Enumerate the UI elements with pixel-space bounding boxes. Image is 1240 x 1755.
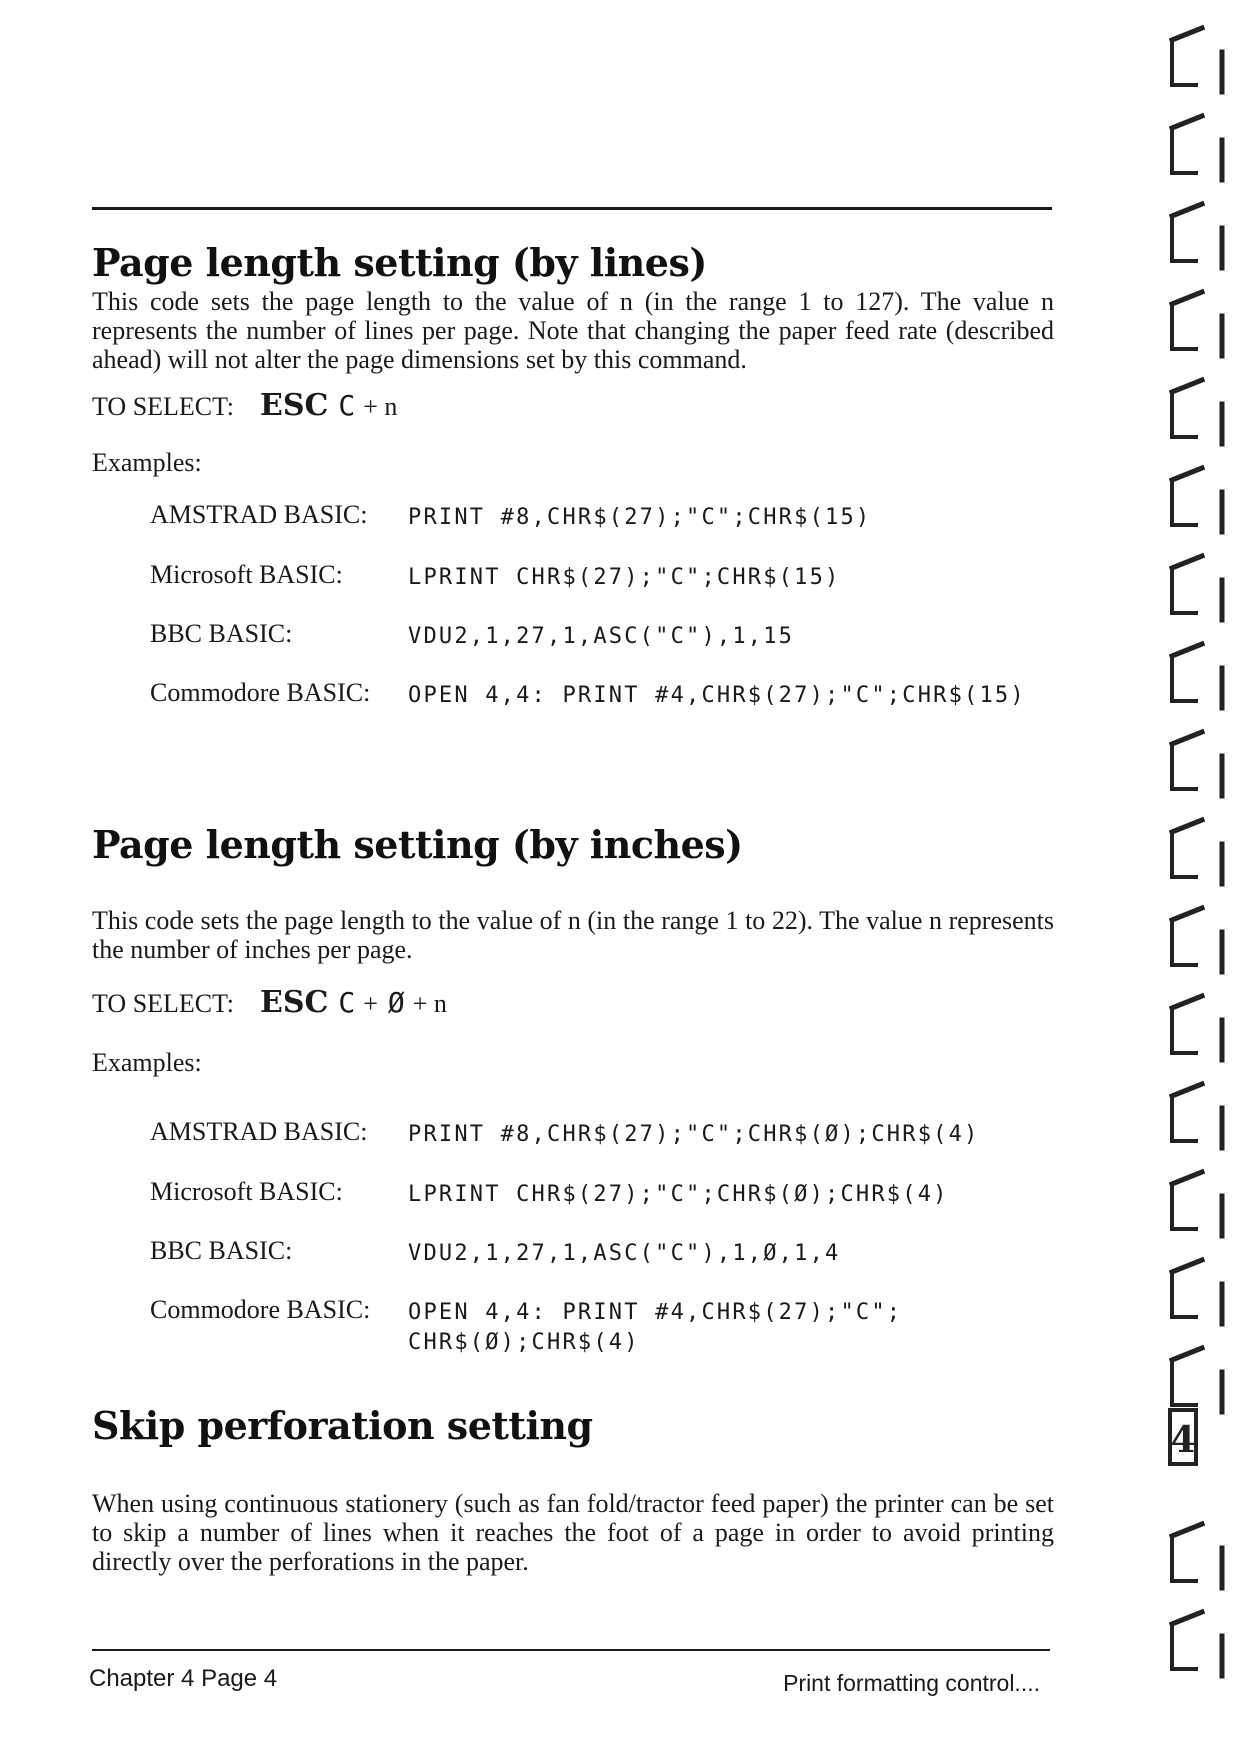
section-heading-lines: Page length setting (by lines) [92, 240, 707, 285]
binding-ring-mark [1172, 832, 1196, 877]
top-rule [92, 207, 1052, 210]
binding-ring-mark [1172, 744, 1196, 789]
spiral-binding-edge [1162, 0, 1240, 1755]
command-code: C [338, 389, 356, 422]
binding-ring-mark [1172, 304, 1196, 349]
command-param: + n [363, 392, 398, 421]
binding-ring-mark [1172, 1360, 1196, 1405]
binding-ring-shadow [1172, 996, 1222, 1060]
footer-chapter-page: Chapter 4 Page 4 [89, 1665, 278, 1692]
example-row [150, 1177, 1070, 1207]
binding-ring-shadow [1172, 556, 1222, 620]
binding-ring-mark [1172, 1536, 1196, 1581]
example-row [150, 1117, 1070, 1147]
example-code: OPEN 4,4: PRINT #4,CHR$(27);"C";CHR$(15) [408, 683, 1026, 708]
section-heading-inches: Page length setting (by inches) [92, 822, 743, 867]
example-language: AMSTRAD BASIC: [150, 500, 368, 529]
section-heading-skip-perforation: Skip perforation setting [92, 1403, 593, 1448]
binding-ring-shadow [1172, 1348, 1222, 1412]
binding-ring-mark [1172, 1184, 1196, 1229]
binding-ring-shadow [1172, 28, 1222, 92]
binding-ring-shadow [1172, 1084, 1222, 1148]
chapter-tab-number: 4 [1170, 1419, 1196, 1461]
binding-ring-shadow [1172, 732, 1222, 796]
binding-ring-mark [1172, 656, 1196, 701]
example-row [150, 1295, 1070, 1357]
esc-key: ESC [259, 985, 329, 1020]
binding-ring-mark [1172, 1624, 1196, 1669]
binding-ring-mark [1172, 568, 1196, 613]
binding-ring-mark [1172, 1096, 1196, 1141]
example-code: LPRINT CHR$(27);"C";CHR$(15) [408, 565, 841, 590]
example-language: Microsoft BASIC: [150, 1177, 343, 1206]
example-language: BBC BASIC: [150, 1236, 293, 1265]
examples-label: Examples: [92, 448, 202, 477]
binding-ring-mark [1172, 128, 1196, 173]
binding-ring-shadow [1172, 204, 1222, 268]
example-row [150, 678, 1070, 708]
command-zero: Ø [387, 986, 405, 1019]
select-command-lines [92, 388, 397, 423]
example-language: Commodore BASIC: [150, 678, 371, 707]
command-param: + n [412, 989, 447, 1018]
section-body-lines: This code sets the page length to the value of n (in the range 1 to 127). The value n represents the number of lines per page. Note that changing the paper feed rate (described ahead) will not alter the page dimensions set by this command. [92, 287, 1054, 374]
example-code: VDU2,1,27,1,ASC("C"),1,Ø,1,4 [408, 1241, 841, 1266]
chapter-tab-marker [1170, 1410, 1196, 1464]
example-code: PRINT #8,CHR$(27);"C";CHR$(Ø);CHR$(4) [408, 1122, 980, 1147]
binding-ring-mark [1172, 920, 1196, 965]
select-label: TO SELECT: [92, 392, 234, 421]
select-command-inches [92, 985, 447, 1020]
example-code: PRINT #8,CHR$(27);"C";CHR$(15) [408, 505, 872, 530]
example-row [150, 1236, 1070, 1266]
binding-ring-shadow [1172, 1172, 1222, 1236]
command-plus: + [363, 989, 378, 1018]
binding-ring-shadow [1172, 116, 1222, 180]
example-code: OPEN 4,4: PRINT #4,CHR$(27);"C"; CHR$(Ø);CHR$(4) [408, 1300, 903, 1355]
binding-ring-mark [1172, 1272, 1196, 1317]
footer-section-title: Print formatting control.... [783, 1670, 1040, 1696]
binding-ring-shadow [1172, 908, 1222, 972]
binding-ring-shadow [1172, 292, 1222, 356]
example-row [150, 560, 1070, 590]
binding-ring-mark [1172, 480, 1196, 525]
example-code: LPRINT CHR$(27);"C";CHR$(Ø);CHR$(4) [408, 1182, 949, 1207]
example-row [150, 619, 1070, 649]
select-label: TO SELECT: [92, 989, 234, 1018]
example-language: AMSTRAD BASIC: [150, 1117, 368, 1146]
command-code: C [338, 986, 356, 1019]
binding-ring-mark [1172, 1008, 1196, 1053]
example-language: Microsoft BASIC: [150, 560, 343, 589]
binding-ring-shadow [1172, 644, 1222, 708]
esc-key: ESC [259, 388, 329, 423]
example-language: Commodore BASIC: [150, 1295, 371, 1324]
binding-ring-mark [1172, 216, 1196, 261]
binding-ring-mark [1172, 40, 1196, 85]
section-body-inches: This code sets the page length to the value of n (in the range 1 to 22). The value n represents the number of inches per page. [92, 906, 1054, 964]
binding-ring-shadow [1172, 1260, 1222, 1324]
binding-ring-shadow [1172, 380, 1222, 444]
binding-ring-shadow [1172, 1524, 1222, 1588]
example-row [150, 500, 1070, 530]
examples-label: Examples: [92, 1048, 202, 1077]
example-code: VDU2,1,27,1,ASC("C"),1,15 [408, 624, 795, 649]
binding-ring-shadow [1172, 1612, 1222, 1676]
binding-ring-shadow [1172, 468, 1222, 532]
binding-ring-mark [1172, 392, 1196, 437]
binding-ring-shadow [1172, 820, 1222, 884]
bottom-rule [92, 1649, 1050, 1651]
section-body-skip-perforation: When using continuous stationery (such as fan fold/tractor feed paper) the printer can be set to skip a number of lines when it reaches the foot of a page in order to avoid printing directly over the perforations in the paper. [92, 1489, 1054, 1576]
example-language: BBC BASIC: [150, 619, 293, 648]
